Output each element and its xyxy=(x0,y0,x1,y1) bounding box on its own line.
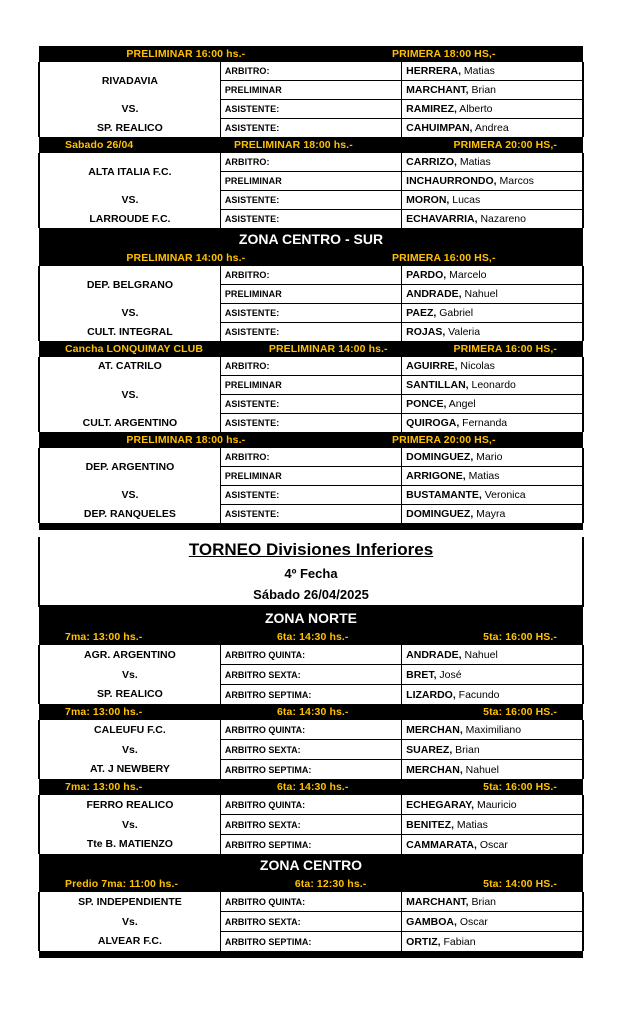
official-surname: GAMBOA, xyxy=(406,915,457,928)
role-label: ARBITRO: xyxy=(220,448,401,467)
official-surname: ORTIZ, xyxy=(406,935,441,948)
official-firstname: Oscar xyxy=(479,838,508,851)
official-name xyxy=(402,815,583,835)
torneo-title-row xyxy=(39,537,583,563)
role-label: ARBITRO QUINTA: xyxy=(220,892,401,912)
torneo-fecha: 4º Fecha xyxy=(39,563,583,584)
table-row xyxy=(39,210,583,229)
role-label: ARBITRO SEXTA: xyxy=(220,912,401,932)
table-row xyxy=(39,304,583,323)
official-surname: INCHAURRONDO, xyxy=(406,175,497,187)
official-name xyxy=(402,62,583,81)
official-surname: ECHAVARRIA, xyxy=(406,213,478,225)
official-surname: PONCE, xyxy=(406,398,447,410)
official-name xyxy=(402,285,583,304)
role-label: ASISTENTE: xyxy=(220,395,401,414)
time-bar-row xyxy=(39,46,583,62)
official-firstname: Veronica xyxy=(484,489,526,501)
official-firstname: Facundo xyxy=(458,688,500,701)
official-firstname: Mayra xyxy=(476,508,506,520)
official-firstname: Maximiliano xyxy=(465,723,522,736)
official-name xyxy=(402,720,583,740)
official-firstname: José xyxy=(439,668,462,681)
role-label: ARBITRO SEPTIMA: xyxy=(220,835,401,855)
vs-label: Vs. xyxy=(39,912,220,932)
role-label: ARBITRO SEXTA: xyxy=(220,815,401,835)
official-name xyxy=(402,448,583,467)
team-away: CULT. INTEGRAL xyxy=(39,323,220,342)
official-firstname: Matias xyxy=(463,65,495,77)
team-away: AT. J NEWBERY xyxy=(39,760,220,780)
role-label: ARBITRO QUINTA: xyxy=(220,720,401,740)
official-surname: HERRERA, xyxy=(406,65,461,77)
official-surname: BRET, xyxy=(406,668,437,681)
official-firstname: Nahuel xyxy=(465,763,499,776)
time-bar-row xyxy=(39,876,583,892)
official-surname: CAMMARATA, xyxy=(406,838,477,851)
primera-time: PRIMERA 20:00 HS,- xyxy=(453,139,557,151)
table-row xyxy=(39,266,583,285)
zone-header-row xyxy=(39,228,583,250)
official-name xyxy=(402,505,583,524)
team-home: DEP. ARGENTINO xyxy=(39,448,220,486)
sexta-time: 6ta: 14:30 hs.- xyxy=(276,631,349,643)
official-name xyxy=(402,665,583,685)
official-name xyxy=(402,912,583,932)
official-firstname: Brian xyxy=(471,84,497,96)
role-label: ARBITRO: xyxy=(220,62,401,81)
preliminar-time: PRELIMINAR 14:00 hs.- xyxy=(126,252,246,264)
official-surname: LIZARDO, xyxy=(406,688,456,701)
official-name xyxy=(402,376,583,395)
match-date: Sabado 26/04 xyxy=(65,139,134,151)
table-row xyxy=(39,932,583,952)
role-label: ASISTENTE: xyxy=(220,304,401,323)
official-name xyxy=(402,685,583,705)
official-firstname: Matias xyxy=(468,470,500,482)
official-name xyxy=(402,760,583,780)
role-label: ASISTENTE: xyxy=(220,414,401,433)
team-home: AT. CATRILO xyxy=(39,357,220,376)
official-name xyxy=(402,119,583,138)
zone-title: ZONA CENTRO xyxy=(39,854,583,876)
official-surname: MERCHAN, xyxy=(406,723,463,736)
official-firstname: Alberto xyxy=(459,103,493,115)
preliminar-time: PRELIMINAR 18:00 hs.- xyxy=(126,434,246,446)
table-row xyxy=(39,414,583,433)
zone-header-row xyxy=(39,854,583,876)
role-label: ASISTENTE: xyxy=(220,191,401,210)
official-firstname: Brian xyxy=(471,895,497,908)
official-surname: SANTILLAN, xyxy=(406,379,469,391)
official-name xyxy=(402,323,583,342)
team-home: DEP. BELGRANO xyxy=(39,266,220,304)
official-firstname: Gabriel xyxy=(439,307,474,319)
torneo-date-row xyxy=(39,584,583,606)
septima-time: 7ma: 13:00 hs.- xyxy=(65,706,143,718)
official-name xyxy=(402,645,583,665)
fixture-table xyxy=(38,46,584,958)
team-away: SP. REALICO xyxy=(39,119,220,138)
role-label: ASISTENTE: xyxy=(220,210,401,229)
official-name xyxy=(402,740,583,760)
official-surname: ROJAS, xyxy=(406,326,446,338)
table-row xyxy=(39,795,583,815)
team-home: CALEUFU F.C. xyxy=(39,720,220,740)
official-name xyxy=(402,172,583,191)
official-name xyxy=(402,357,583,376)
team-away: LARROUDE F.C. xyxy=(39,210,220,229)
role-label: ARBITRO SEPTIMA: xyxy=(220,932,401,952)
table-row xyxy=(39,815,583,835)
official-firstname: Fabian xyxy=(443,935,476,948)
primera-time: PRIMERA 20:00 HS,- xyxy=(392,434,496,446)
official-name xyxy=(402,191,583,210)
role-label: PRELIMINAR xyxy=(220,81,401,100)
table-row xyxy=(39,892,583,912)
official-firstname: Fernanda xyxy=(462,417,508,429)
septima-time: Predio 7ma: 11:00 hs.- xyxy=(65,878,179,890)
official-surname: RAMIREZ, xyxy=(406,103,457,115)
role-label: ARBITRO SEPTIMA: xyxy=(220,685,401,705)
time-bar-row xyxy=(39,779,583,795)
official-name xyxy=(402,81,583,100)
official-firstname: Marcos xyxy=(499,175,534,187)
black-divider xyxy=(39,523,583,530)
official-name xyxy=(402,486,583,505)
official-name xyxy=(402,795,583,815)
official-name xyxy=(402,304,583,323)
official-name xyxy=(402,100,583,119)
official-firstname: Mario xyxy=(476,451,503,463)
vs-label: VS. xyxy=(39,376,220,414)
official-surname: QUIROGA, xyxy=(406,417,460,429)
role-label: ASISTENTE: xyxy=(220,505,401,524)
table-row xyxy=(39,448,583,467)
official-surname: CARRIZO, xyxy=(406,156,457,168)
team-home: RIVADAVIA xyxy=(39,62,220,100)
role-label: ASISTENTE: xyxy=(220,119,401,138)
official-firstname: Lucas xyxy=(452,194,481,206)
time-bar-row xyxy=(39,629,583,645)
vs-label: Vs. xyxy=(39,815,220,835)
official-surname: ARRIGONE, xyxy=(406,470,466,482)
table-row xyxy=(39,835,583,855)
sexta-time: 6ta: 14:30 hs.- xyxy=(276,706,349,718)
table-row xyxy=(39,376,583,395)
table-row xyxy=(39,191,583,210)
vs-label: VS. xyxy=(39,486,220,505)
torneo-title xyxy=(39,537,583,563)
official-firstname: Brian xyxy=(455,743,480,756)
septima-time: 7ma: 13:00 hs.- xyxy=(65,631,143,643)
official-firstname: Oscar xyxy=(459,915,488,928)
role-label: ARBITRO: xyxy=(220,357,401,376)
team-home: FERRO REALICO xyxy=(39,795,220,815)
time-bar-row xyxy=(39,137,583,153)
official-surname: MERCHAN, xyxy=(406,763,463,776)
official-surname: BENITEZ, xyxy=(406,818,454,831)
time-bar-row xyxy=(39,250,583,266)
official-firstname: Andrea xyxy=(474,122,509,134)
team-away: CULT. ARGENTINO xyxy=(39,414,220,433)
quinta-time: 5ta: 16:00 HS.- xyxy=(483,706,557,718)
role-label: ARBITRO QUINTA: xyxy=(220,645,401,665)
team-home: AGR. ARGENTINO xyxy=(39,645,220,665)
official-firstname: Leonardo xyxy=(471,379,516,391)
torneo-title-text: TORNEO Divisiones Inferiores xyxy=(188,540,434,559)
official-surname: DOMINGUEZ, xyxy=(406,451,474,463)
role-label: ASISTENTE: xyxy=(220,323,401,342)
official-surname: MARCHANT, xyxy=(406,895,469,908)
official-surname: ANDRADE, xyxy=(406,648,462,661)
role-label: ASISTENTE: xyxy=(220,486,401,505)
official-firstname: Valeria xyxy=(448,326,481,338)
venue-label: Cancha LONQUIMAY CLUB xyxy=(65,343,204,355)
role-label: PRELIMINAR xyxy=(220,467,401,486)
official-surname: MARCHANT, xyxy=(406,84,469,96)
torneo-date: Sábado 26/04/2025 xyxy=(39,584,583,606)
table-row xyxy=(39,720,583,740)
official-firstname: Marcelo xyxy=(449,269,487,281)
official-firstname: Nicolas xyxy=(460,360,495,372)
official-firstname: Nahuel xyxy=(464,648,498,661)
team-away: ALVEAR F.C. xyxy=(39,932,220,952)
table-row xyxy=(39,645,583,665)
official-surname: ANDRADE, xyxy=(406,288,462,300)
table-row xyxy=(39,357,583,376)
official-surname: PAEZ, xyxy=(406,307,437,319)
official-name xyxy=(402,153,583,172)
zone-title: ZONA NORTE xyxy=(39,606,583,629)
team-home: SP. INDEPENDIENTE xyxy=(39,892,220,912)
table-row xyxy=(39,119,583,138)
official-surname: DOMINGUEZ, xyxy=(406,508,474,520)
official-surname: ECHEGARAY, xyxy=(406,798,475,811)
official-firstname: Nazareno xyxy=(480,213,526,225)
official-firstname: Angel xyxy=(448,398,476,410)
official-name xyxy=(402,395,583,414)
sexta-time: 6ta: 12:30 hs.- xyxy=(294,878,367,890)
official-name xyxy=(402,932,583,952)
table-row xyxy=(39,100,583,119)
official-firstname: Matias xyxy=(459,156,491,168)
team-home: ALTA ITALIA F.C. xyxy=(39,153,220,191)
vs-label: VS. xyxy=(39,304,220,323)
role-label: PRELIMINAR xyxy=(220,172,401,191)
role-label: ARBITRO: xyxy=(220,153,401,172)
team-away: SP. REALICO xyxy=(39,685,220,705)
official-surname: MORON, xyxy=(406,194,450,206)
team-away: Tte B. MATIENZO xyxy=(39,835,220,855)
separator-row xyxy=(39,951,583,958)
torneo-fecha-row xyxy=(39,563,583,584)
table-row xyxy=(39,505,583,524)
preliminar-time: PRELIMINAR 18:00 hs.- xyxy=(234,139,353,151)
table-row xyxy=(39,323,583,342)
official-firstname: Matias xyxy=(456,818,488,831)
vs-label: VS. xyxy=(39,191,220,210)
vs-label: Vs. xyxy=(39,665,220,685)
black-divider xyxy=(39,951,583,958)
primera-time: PRIMERA 16:00 HS,- xyxy=(392,252,496,264)
separator-row xyxy=(39,523,583,530)
official-name xyxy=(402,467,583,486)
septima-time: 7ma: 13:00 hs.- xyxy=(65,781,143,793)
table-row xyxy=(39,740,583,760)
sexta-time: 6ta: 14:30 hs.- xyxy=(276,781,349,793)
quinta-time: 5ta: 14:00 HS.- xyxy=(483,878,557,890)
table-row xyxy=(39,665,583,685)
table-row xyxy=(39,153,583,172)
preliminar-time: PRELIMINAR 14:00 hs.- xyxy=(268,343,388,355)
spacer-row xyxy=(39,530,583,537)
role-label: ARBITRO: xyxy=(220,266,401,285)
time-bar-row xyxy=(39,432,583,448)
table-row xyxy=(39,685,583,705)
primera-time: PRIMERA 18:00 HS,- xyxy=(392,48,496,60)
role-label: PRELIMINAR xyxy=(220,285,401,304)
official-name xyxy=(402,414,583,433)
preliminar-time: PRELIMINAR 16:00 hs.- xyxy=(126,48,246,60)
table-row xyxy=(39,912,583,932)
role-label: ARBITRO SEXTA: xyxy=(220,740,401,760)
role-label: PRELIMINAR xyxy=(220,376,401,395)
vs-label: Vs. xyxy=(39,740,220,760)
official-name xyxy=(402,892,583,912)
zone-title: ZONA CENTRO - SUR xyxy=(39,228,583,250)
white-spacer xyxy=(39,530,583,537)
official-surname: SUAREZ, xyxy=(406,743,453,756)
table-row xyxy=(39,486,583,505)
team-away: DEP. RANQUELES xyxy=(39,505,220,524)
role-label: ARBITRO SEPTIMA: xyxy=(220,760,401,780)
official-firstname: Mauricio xyxy=(476,798,517,811)
official-surname: CAHUIMPAN, xyxy=(406,122,473,134)
time-bar-row xyxy=(39,341,583,357)
time-bar-row xyxy=(39,704,583,720)
quinta-time: 5ta: 16:00 HS.- xyxy=(483,781,557,793)
official-firstname: Nahuel xyxy=(464,288,498,300)
official-name xyxy=(402,210,583,229)
zone-header-row xyxy=(39,606,583,629)
primera-time: PRIMERA 16:00 HS,- xyxy=(453,343,557,355)
quinta-time: 5ta: 16:00 HS.- xyxy=(483,631,557,643)
official-name xyxy=(402,835,583,855)
table-row xyxy=(39,760,583,780)
vs-label: VS. xyxy=(39,100,220,119)
official-surname: BUSTAMANTE, xyxy=(406,489,482,501)
role-label: ARBITRO QUINTA: xyxy=(220,795,401,815)
role-label: ARBITRO SEXTA: xyxy=(220,665,401,685)
table-row xyxy=(39,62,583,81)
official-surname: PARDO, xyxy=(406,269,447,281)
official-name xyxy=(402,266,583,285)
role-label: ASISTENTE: xyxy=(220,100,401,119)
official-surname: AGUIRRE, xyxy=(406,360,458,372)
